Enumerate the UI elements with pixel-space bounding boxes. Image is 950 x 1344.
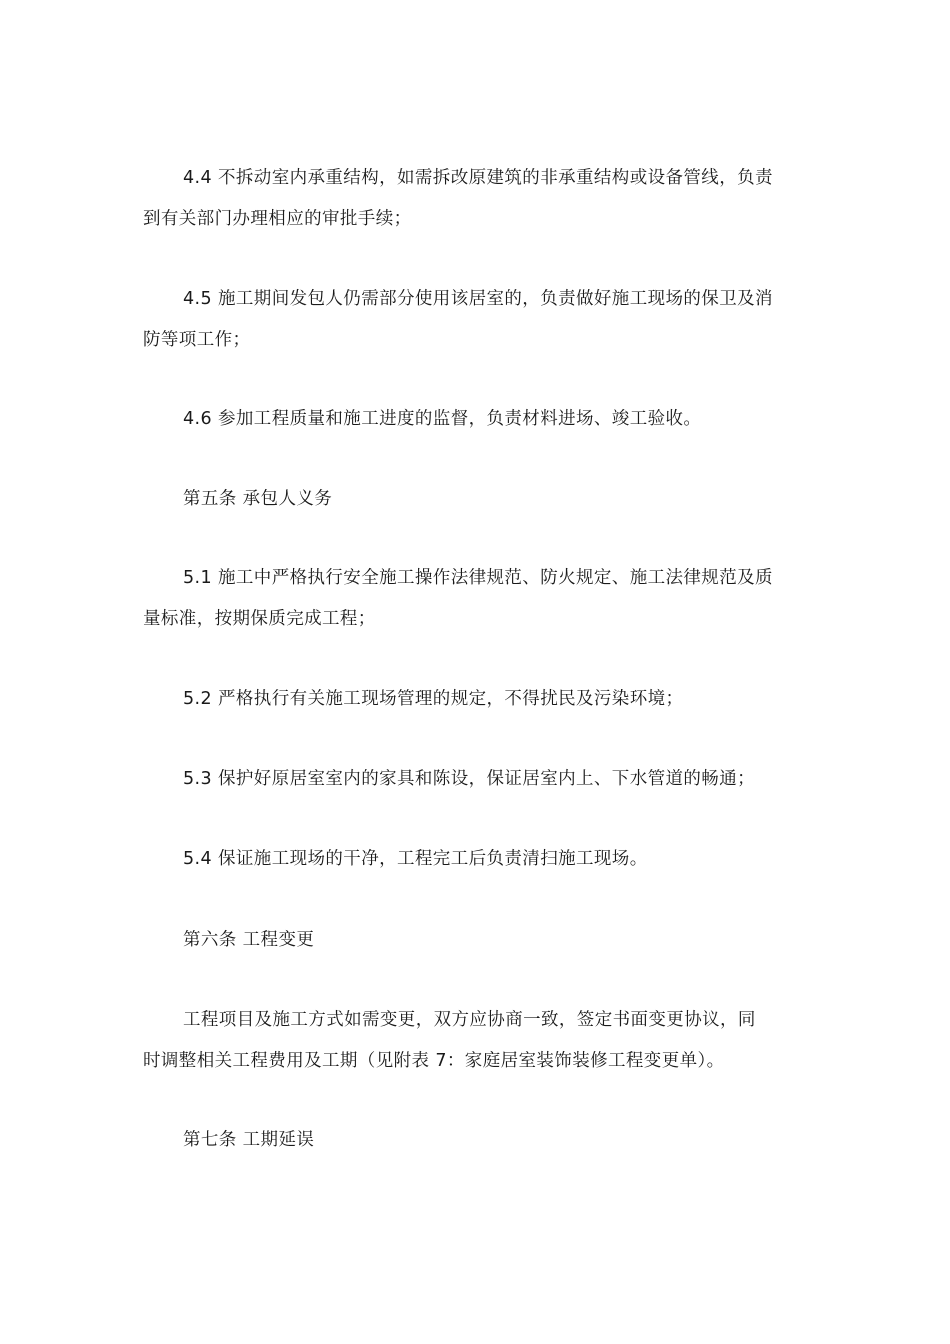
text-line: 4.6 参加工程质量和施工进度的监督，负责材料进场、竣工验收。 [183,409,702,429]
text-line: 到有关部门办理相应的审批手续； [143,209,412,229]
clause-4-5-paragraph [143,279,808,361]
text-line: 4.4 不拆动室内承重结构，如需拆改原建筑的非承重结构或设备管线，负责 [183,168,773,188]
article-7-heading [143,1120,808,1161]
article-6-paragraph [143,1000,808,1082]
text-line: 量标准，按期保质完成工程； [143,609,376,629]
text-line: 5.3 保护好原居室室内的家具和陈设，保证居室内上、下水管道的畅通； [183,769,755,789]
text-line: 5.2 严格执行有关施工现场管理的规定，不得扰民及污染环境； [183,689,684,709]
article-5-heading [143,479,808,520]
text-line: 防等项工作； [143,330,251,350]
clause-5-1-paragraph [143,558,808,640]
clause-5-2-paragraph [143,679,808,720]
text-line: 第七条 工期延误 [183,1130,315,1150]
text-line: 5.4 保证施工现场的干净，工程完工后负责清扫施工现场。 [183,849,648,869]
article-6-heading [143,920,808,961]
text-line: 时调整相关工程费用及工期（见附表 7：家庭居室装饰装修工程变更单）。 [143,1051,725,1071]
clause-4-6-paragraph [143,399,808,440]
text-line: 4.5 施工期间发包人仍需部分使用该居室的，负责做好施工现场的保卫及消 [183,289,773,309]
text-line: 工程项目及施工方式如需变更，双方应协商一致，签定书面变更协议，同 [183,1010,756,1030]
text-line: 5.1 施工中严格执行安全施工操作法律规范、防火规定、施工法律规范及质 [183,568,773,588]
clause-5-4-paragraph [143,839,808,880]
clause-4-4-paragraph [143,158,808,240]
text-line: 第六条 工程变更 [183,930,315,950]
clause-5-3-paragraph [143,759,808,800]
text-line: 第五条 承包人义务 [183,489,333,509]
